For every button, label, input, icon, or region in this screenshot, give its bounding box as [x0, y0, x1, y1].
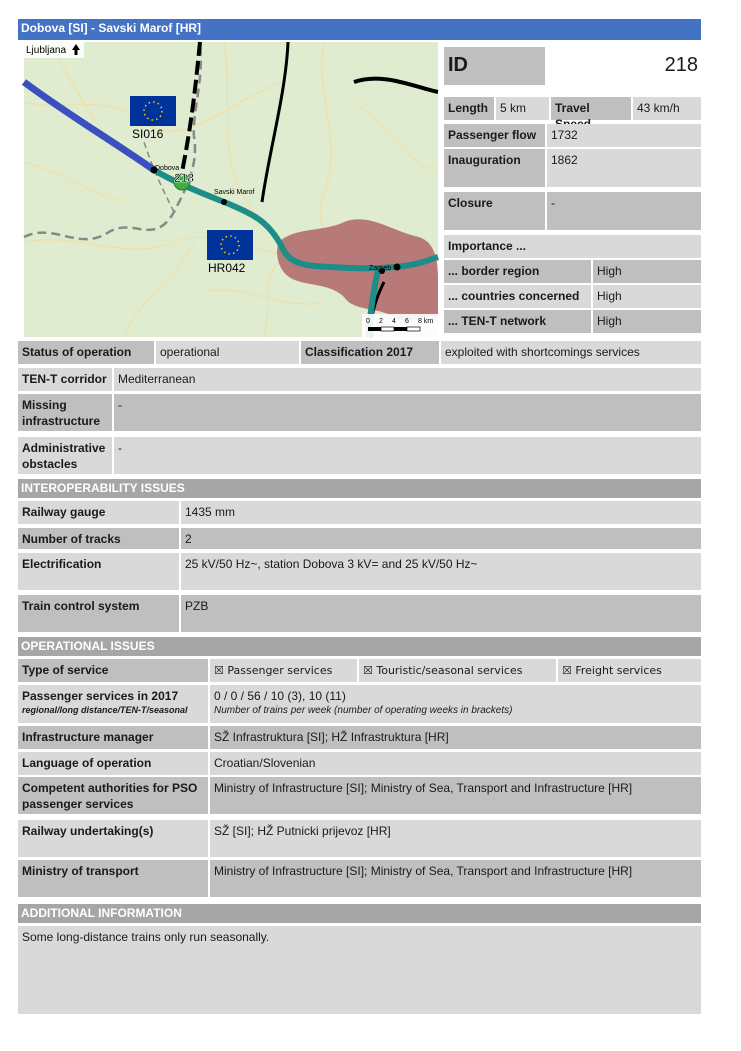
scale-tick: 4	[392, 318, 396, 325]
additional-text: Some long-distance trains only run seasonally.	[18, 926, 701, 1014]
passenger-services-label: Passenger services in 2017	[22, 689, 179, 703]
service-passenger	[210, 659, 357, 682]
railway-undertaking-label: Railway undertaking(s)	[18, 820, 208, 857]
region-label-si: SI016	[132, 127, 164, 141]
tent-corridor-value: Mediterranean	[114, 368, 701, 391]
classification-label: Classification 2017	[301, 341, 439, 364]
passenger-services-note: Number of trains per week (number of operating weeks in brackets)	[214, 705, 513, 716]
missing-infra-value: -	[114, 394, 701, 431]
label-zagreb: Zagreb	[369, 265, 392, 272]
ministry-value: Ministry of Infrastructure [SI]; Ministry of Sea, Transport and Infrastructure [HR]	[210, 860, 701, 897]
importance-tent-label: ... TEN-T network	[444, 310, 591, 333]
ministry-label: Ministry of transport	[18, 860, 208, 897]
importance-border-value: High	[593, 260, 701, 283]
passenger-flow-label: Passenger flow	[444, 124, 545, 147]
language-value: Croatian/Slovenian	[210, 752, 701, 775]
admin-obstacles-value: -	[114, 437, 701, 474]
scale-tick: 8 km	[418, 318, 434, 325]
additional-header: ADDITIONAL INFORMATION	[18, 904, 701, 923]
passenger-services-sublabel: regional/long distance/TEN-T/seasonal	[22, 705, 188, 715]
service-type-label: Type of service	[18, 659, 208, 682]
service-freight-text: ☒ Freight services	[562, 664, 662, 677]
pso-authorities-label: Competent authorities for PSO passenger services	[18, 777, 208, 814]
label-dobova: Dobova	[155, 165, 180, 172]
eu-flag-icon	[130, 96, 176, 126]
railway-undertaking-value: SŽ [SI]; HŽ Putnicki prijevoz [HR]	[210, 820, 701, 857]
region-label-hr: HR042	[208, 261, 246, 275]
train-control-value: PZB	[181, 595, 701, 632]
classification-value: exploited with shortcomings services	[441, 341, 701, 364]
tracks-label: Number of tracks	[18, 528, 179, 549]
page-title: Dobova [SI] - Savski Marof [HR]	[18, 19, 701, 40]
passenger-services-label-cell	[18, 685, 208, 723]
station-savski	[221, 199, 227, 205]
missing-infra-label: Missing infrastructure	[18, 394, 112, 431]
label-crossing: 218	[174, 171, 195, 185]
gauge-label: Railway gauge	[18, 501, 179, 524]
service-passenger-text: ☒ Passenger services	[214, 664, 333, 677]
importance-tent-value: High	[593, 310, 701, 333]
infra-manager-label: Infrastructure manager	[18, 726, 208, 749]
passenger-services-value-cell	[210, 685, 701, 723]
passenger-flow-value: 1732	[547, 124, 701, 147]
closure-value: -	[547, 192, 701, 230]
inauguration-value: 1862	[547, 149, 701, 187]
length-value: 5 km	[496, 97, 549, 120]
admin-obstacles-label: Administrative obstacles	[18, 437, 112, 474]
scale-tick: 0	[366, 318, 370, 325]
length-label: Length	[444, 97, 494, 120]
map-svg	[24, 42, 438, 337]
tracks-value: 2	[181, 528, 701, 549]
infra-manager-value: SŽ Infrastruktura [SI]; HŽ Infrastruktura [HR]	[210, 726, 701, 749]
language-label: Language of operation	[18, 752, 208, 775]
train-control-label: Train control system	[18, 595, 179, 632]
operational-header: OPERATIONAL ISSUES	[18, 637, 701, 656]
scale-tick: 2	[379, 318, 383, 325]
service-touristic	[359, 659, 556, 682]
status-label: Status of operation	[18, 341, 154, 364]
gauge-value: 1435 mm	[181, 501, 701, 524]
passenger-services-value: 0 / 0 / 56 / 10 (3), 10 (11)	[214, 689, 346, 703]
speed-label: Travel	[551, 97, 631, 120]
importance-countries-label: ... countries concerned	[444, 285, 591, 308]
closure-label: Closure	[444, 192, 545, 230]
status-value: operational	[156, 341, 299, 364]
importance-border-label: ... border region	[444, 260, 591, 283]
station-zagreb	[394, 264, 401, 271]
scale-bar-icon	[368, 327, 420, 331]
electrification-value: 25 kV/50 Hz~, station Dobova 3 kV= and 25 kV/50 Hz~	[181, 553, 701, 590]
pso-authorities-value: Ministry of Infrastructure [SI]; Ministry of Sea, Transport and Infrastructure [HR]	[210, 777, 701, 814]
id-value: 218	[664, 54, 698, 76]
speed-value: 43 km/h	[633, 97, 701, 120]
scale-tick: 6	[405, 318, 409, 325]
inauguration-label: Inauguration	[444, 149, 545, 187]
route-map	[24, 42, 438, 337]
service-freight	[558, 659, 701, 682]
north-label: Ljubljana	[26, 45, 67, 56]
tent-corridor-label: TEN-T corridor	[18, 368, 112, 391]
id-label: ID	[444, 47, 545, 85]
importance-countries-value: High	[593, 285, 701, 308]
eu-flag-icon	[207, 230, 253, 260]
electrification-label: Electrification	[18, 553, 179, 590]
interop-header: INTEROPERABILITY ISSUES	[18, 479, 701, 498]
label-savski: Savski Marof	[214, 189, 255, 196]
importance-label: Importance ...	[444, 235, 701, 258]
service-touristic-text: ☒ Touristic/seasonal services	[363, 664, 523, 677]
